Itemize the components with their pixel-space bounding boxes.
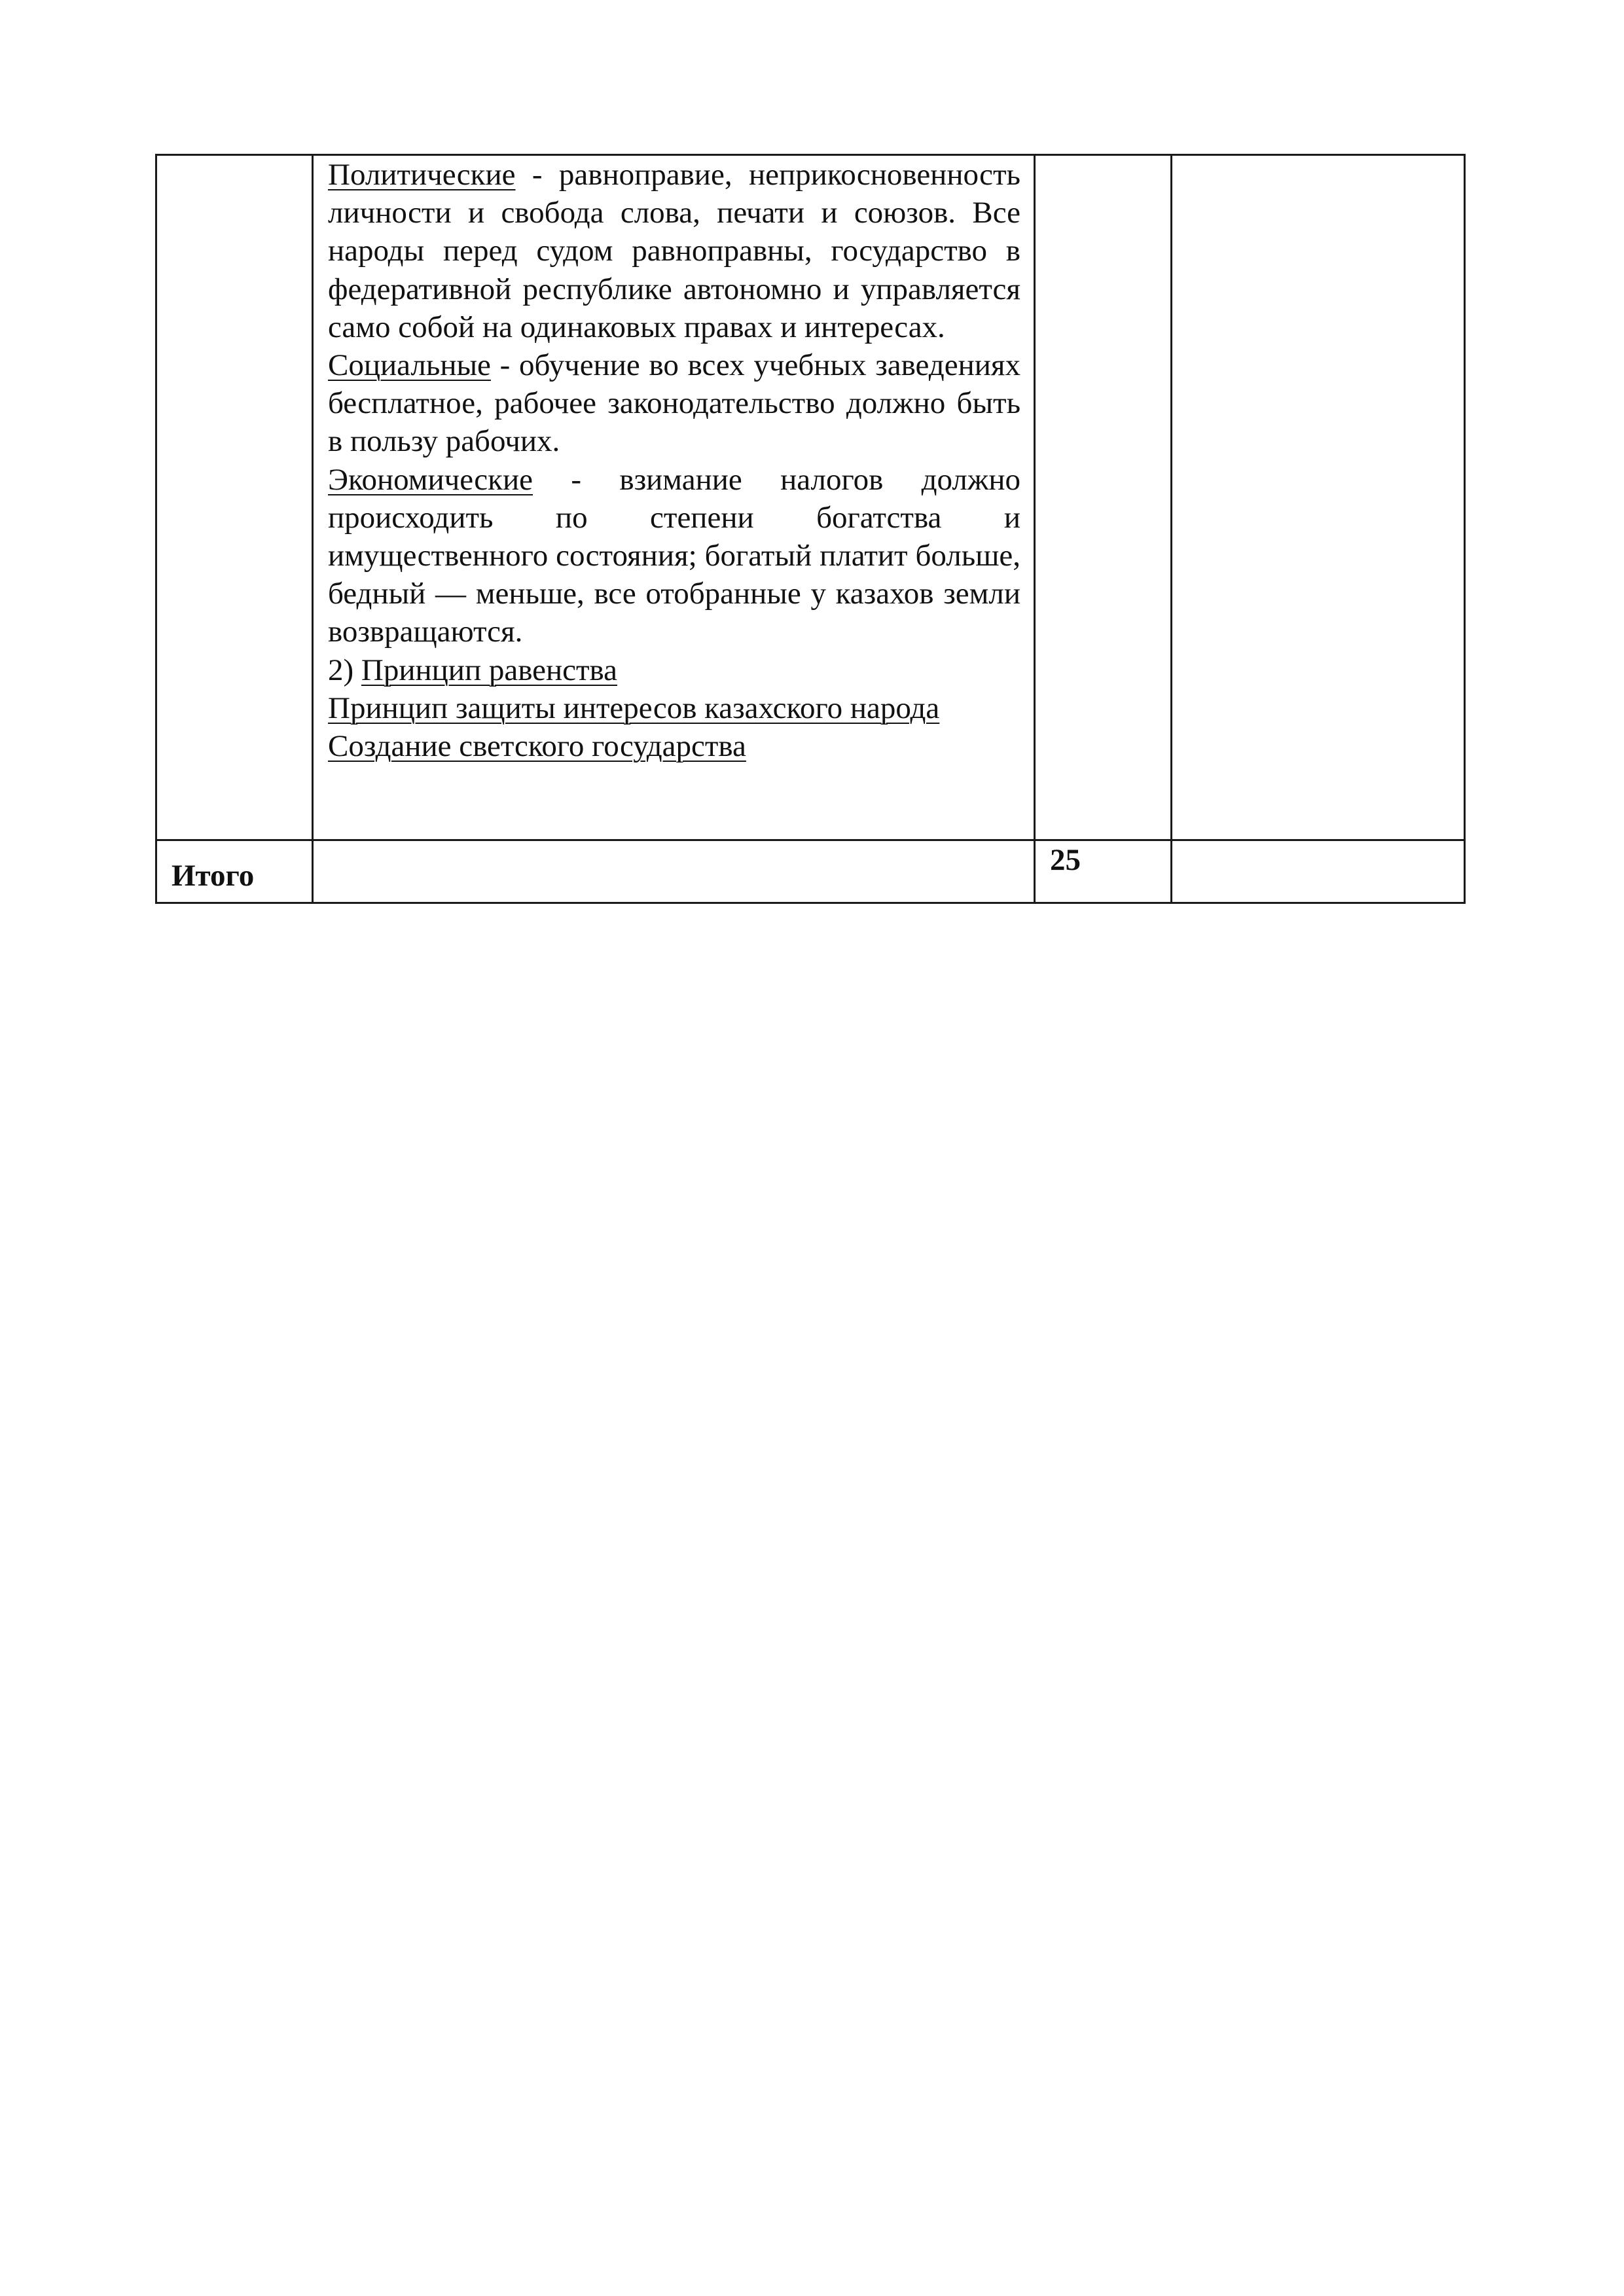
- table-row: [156, 155, 1465, 840]
- political-text: - равноправие, неприкосновенность личности и свобода слова, печати и союзов. Все народы перед судом равноправны, государство в федеративной республике автономно и управляется само собой на одинаковых правах и интересах.: [328, 158, 1020, 344]
- principle-line-2: [328, 689, 1020, 727]
- principle-equality: Принцип равенства: [361, 653, 617, 687]
- political-paragraph: [328, 156, 1020, 346]
- social-text: - обучение во всех учебных заведениях бесплатное, рабочее законодательство должно быть в пользу рабочих.: [328, 348, 1020, 459]
- principle-line-1: [328, 651, 1020, 689]
- economic-text: - взимание налогов должно происходить по степени богатства и имущественного состояния; богатый платит больше, бедный — меньше, все отобранные у казахов земли возвращаются.: [328, 462, 1020, 649]
- table-cell-empty: [1172, 155, 1465, 840]
- answer-table: [155, 154, 1466, 904]
- principle-line-3: [328, 727, 1020, 765]
- table-cell-empty: [1035, 155, 1172, 840]
- principle-kazakh-interests: Принцип защиты интересов казахского народа: [328, 691, 940, 725]
- answer-content-cell: [313, 155, 1035, 840]
- total-label: Итого: [156, 840, 313, 903]
- total-row: [156, 840, 1465, 903]
- principle-prefix: 2): [328, 653, 361, 687]
- social-paragraph: [328, 346, 1020, 461]
- economic-paragraph: [328, 461, 1020, 651]
- table-cell-empty: [156, 155, 313, 840]
- table-cell-empty: [1172, 840, 1465, 903]
- social-term: Социальные: [328, 348, 491, 383]
- table-cell-empty: [313, 840, 1035, 903]
- principle-secular-state: Создание светского государства: [328, 729, 746, 764]
- political-term: Политические: [328, 158, 516, 192]
- economic-term: Экономические: [328, 462, 533, 497]
- total-score: 25: [1035, 840, 1172, 903]
